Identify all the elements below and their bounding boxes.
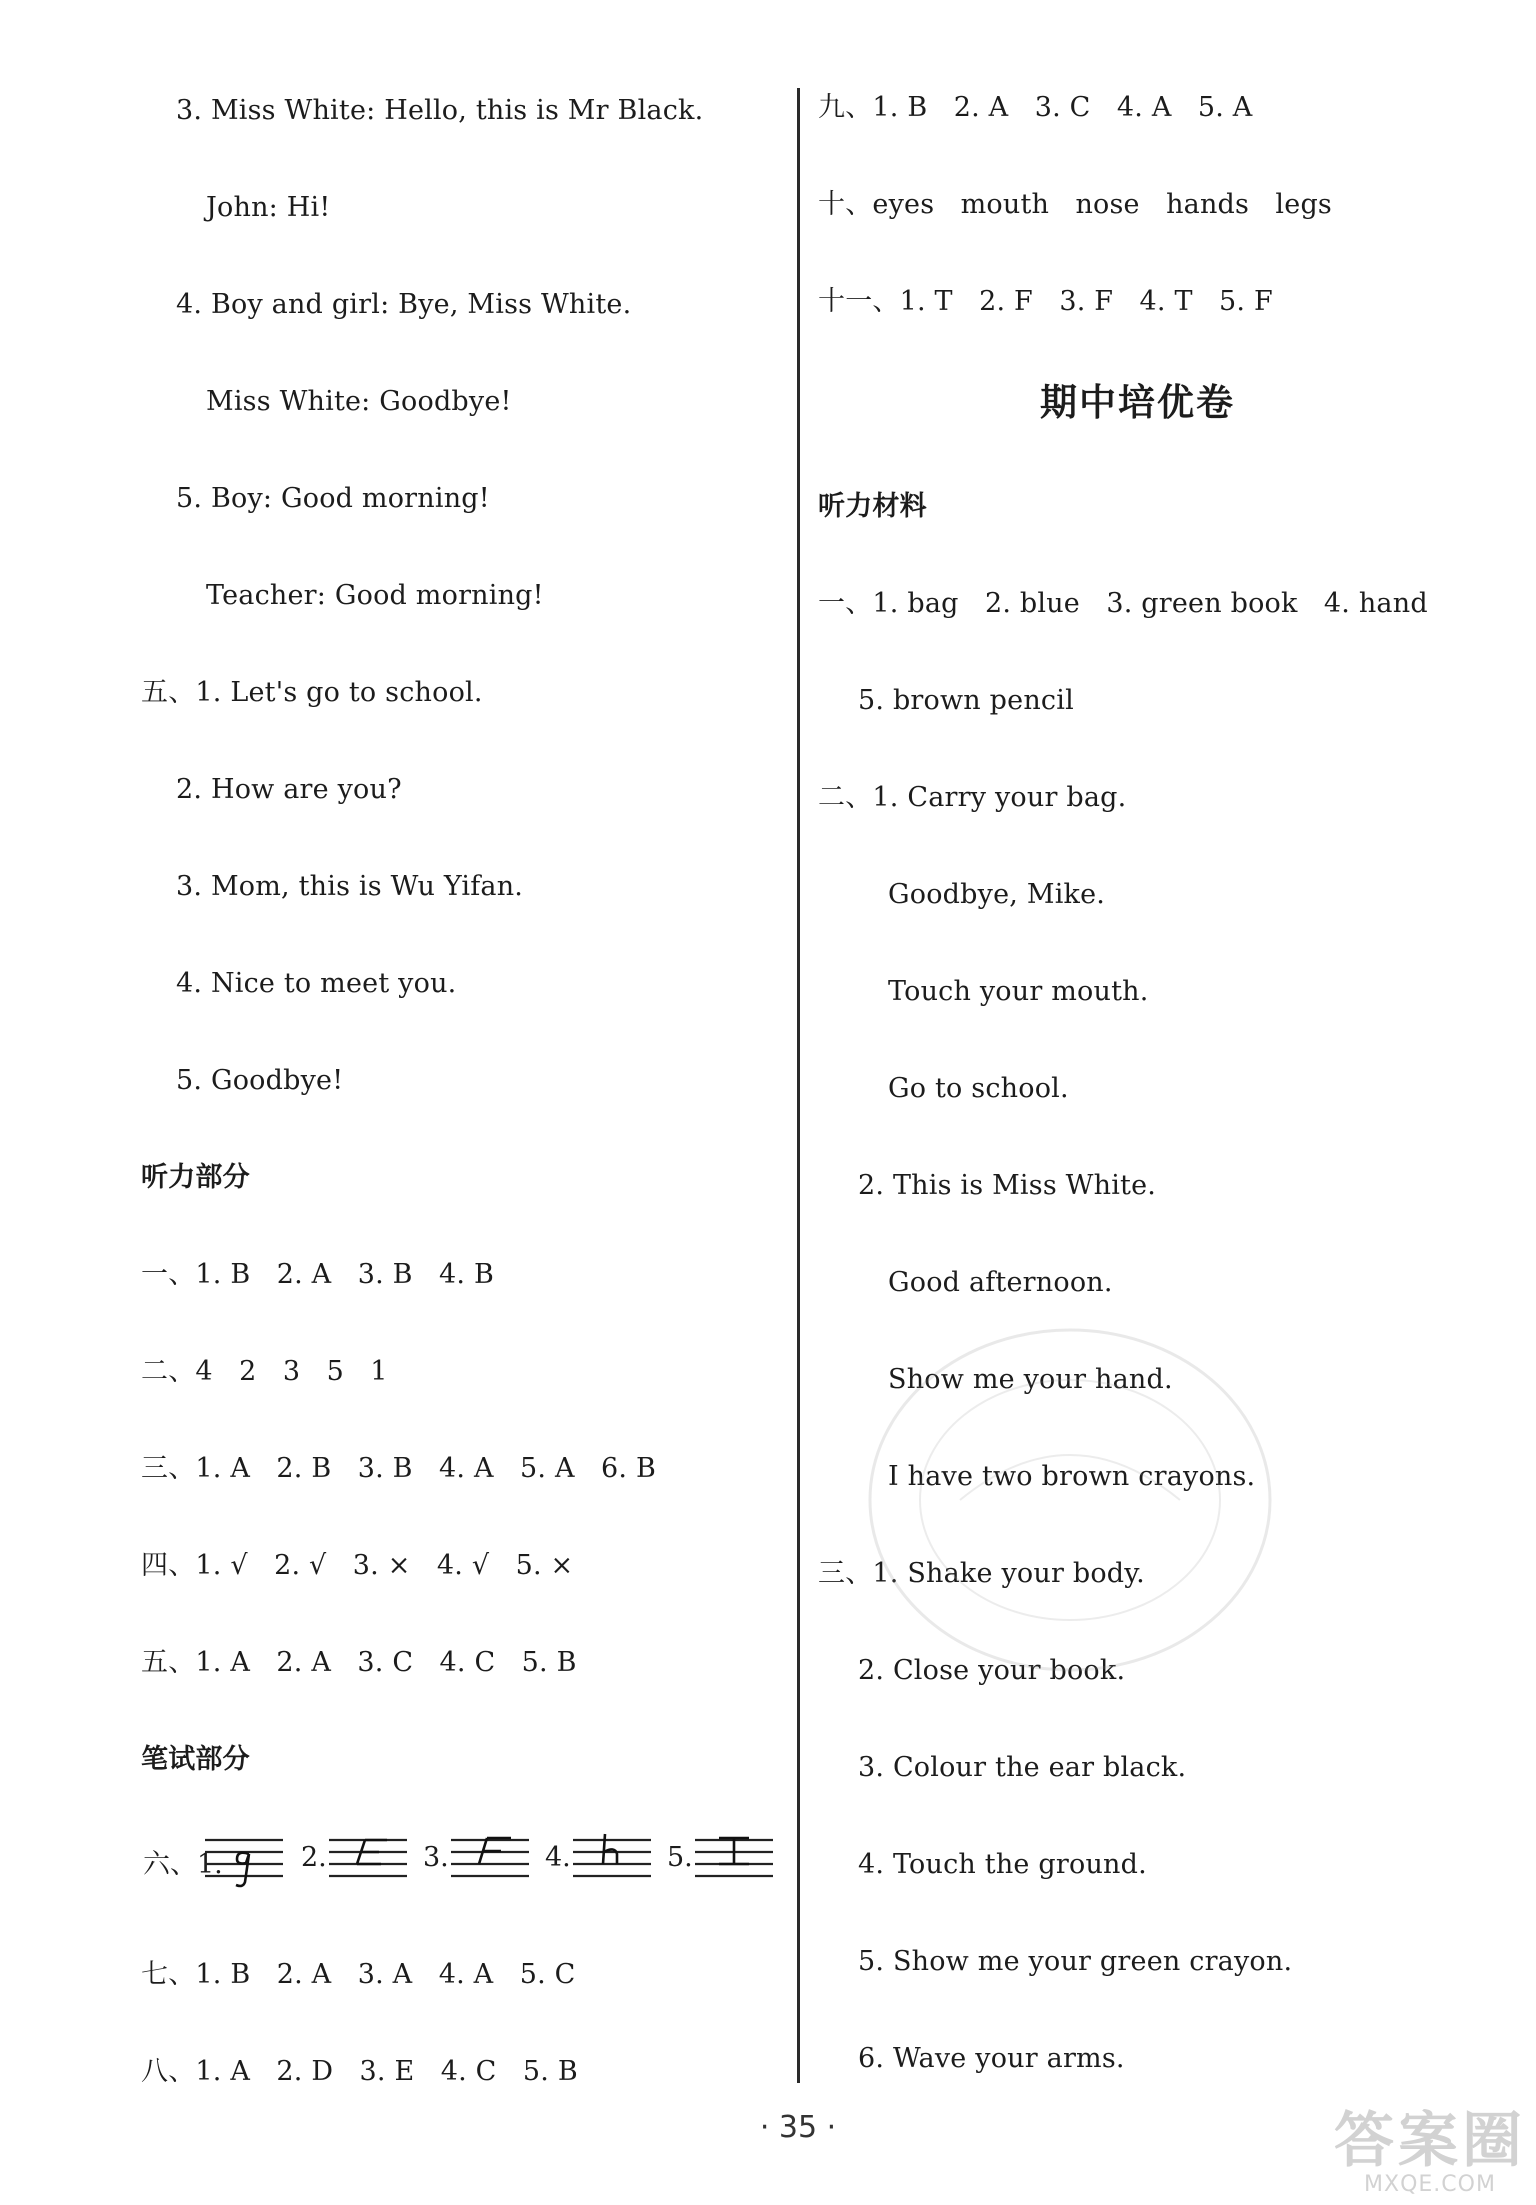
- answer-line: Touch your mouth.: [888, 976, 1149, 1007]
- answer-line: 4. Touch the ground.: [858, 1849, 1147, 1880]
- handwriting-lines-e: [329, 1830, 407, 1890]
- answer-line: 2. How are you?: [176, 774, 402, 805]
- handwriting-lines-h: [573, 1830, 651, 1890]
- answer-line: 2. Close your book.: [858, 1655, 1126, 1686]
- section-heading-listening: 听力部分: [141, 1162, 250, 1193]
- answer-line: 5. Goodbye!: [176, 1065, 344, 1096]
- section-title-midterm: 期中培优卷: [1040, 381, 1235, 424]
- answer-line: 3. Colour the ear black.: [858, 1752, 1187, 1783]
- answer-line: 4. Nice to meet you.: [176, 968, 457, 999]
- watermark-logo: [1334, 2106, 1526, 2197]
- answer-line: Teacher: Good morning!: [206, 580, 544, 611]
- handwriting-lines-f: [451, 1830, 529, 1890]
- answer-line: Go to school.: [888, 1073, 1069, 1104]
- answer-line: 5. brown pencil: [858, 685, 1074, 716]
- answer-line: 五、1. A 2. A 3. C 4. C 5. B: [141, 1647, 577, 1678]
- answer-line: Good afternoon.: [888, 1267, 1113, 1298]
- watermark-url: MXQE.COM: [1364, 2172, 1496, 2197]
- column-divider: [797, 88, 800, 2083]
- answer-line: 三、1. A 2. B 3. B 4. A 5. A 6. B: [141, 1453, 657, 1484]
- handwriting-label: 4.: [545, 1842, 571, 1873]
- answer-line: 十、eyes mouth nose hands legs: [818, 189, 1332, 220]
- answer-line: 5. Boy: Good morning!: [176, 483, 490, 514]
- answer-line: I have two brown crayons.: [888, 1461, 1256, 1492]
- handwriting-prefix: 六、1.: [143, 1849, 223, 1880]
- answer-line: 二、4 2 3 5 1: [141, 1356, 388, 1387]
- answer-line: 九、1. B 2. A 3. C 4. A 5. A: [818, 92, 1253, 123]
- handwriting-label: 5.: [667, 1842, 693, 1873]
- answer-line: 十一、1. T 2. F 3. F 4. T 5. F: [818, 286, 1273, 317]
- handwriting-answers: [143, 1830, 783, 1890]
- answer-line: Show me your hand.: [888, 1364, 1173, 1395]
- answer-line: 6. Wave your arms.: [858, 2043, 1125, 2074]
- answer-line: 八、1. A 2. D 3. E 4. C 5. B: [141, 2056, 578, 2087]
- answer-line: 3. Mom, this is Wu Yifan.: [176, 871, 524, 902]
- faint-stamp-graphic: [840, 1290, 1300, 1710]
- section-heading-listening-material: 听力材料: [818, 491, 927, 522]
- watermark-logo-text: 答案圈: [1334, 2106, 1526, 2176]
- answer-line: 3. Miss White: Hello, this is Mr Black.: [176, 95, 704, 126]
- section-heading-written: 笔试部分: [141, 1744, 250, 1775]
- handwriting-lines-i: [695, 1830, 773, 1890]
- answer-line: John: Hi!: [206, 192, 331, 223]
- handwriting-lines-g: [205, 1830, 283, 1890]
- answer-line: 4. Boy and girl: Bye, Miss White.: [176, 289, 632, 320]
- answer-line: 二、1. Carry your bag.: [818, 782, 1127, 813]
- answer-line: 一、1. bag 2. blue 3. green book 4. hand: [818, 588, 1428, 619]
- page-number: · 35 ·: [759, 2110, 837, 2145]
- answer-line: 四、1. √ 2. √ 3. × 4. √ 5. ×: [141, 1550, 574, 1581]
- answer-line: 2. This is Miss White.: [858, 1170, 1157, 1201]
- handwriting-label: 3.: [423, 1842, 449, 1873]
- answer-line: 5. Show me your green crayon.: [858, 1946, 1293, 1977]
- answer-line: 三、1. Shake your body.: [818, 1558, 1145, 1589]
- answer-line: 七、1. B 2. A 3. A 4. A 5. C: [141, 1959, 576, 1990]
- answer-line: Goodbye, Mike.: [888, 879, 1106, 910]
- handwriting-label: 2.: [301, 1842, 327, 1873]
- answer-line: Miss White: Goodbye!: [206, 386, 512, 417]
- answer-line: 五、1. Let's go to school.: [141, 677, 483, 708]
- answer-line: 一、1. B 2. A 3. B 4. B: [141, 1259, 495, 1290]
